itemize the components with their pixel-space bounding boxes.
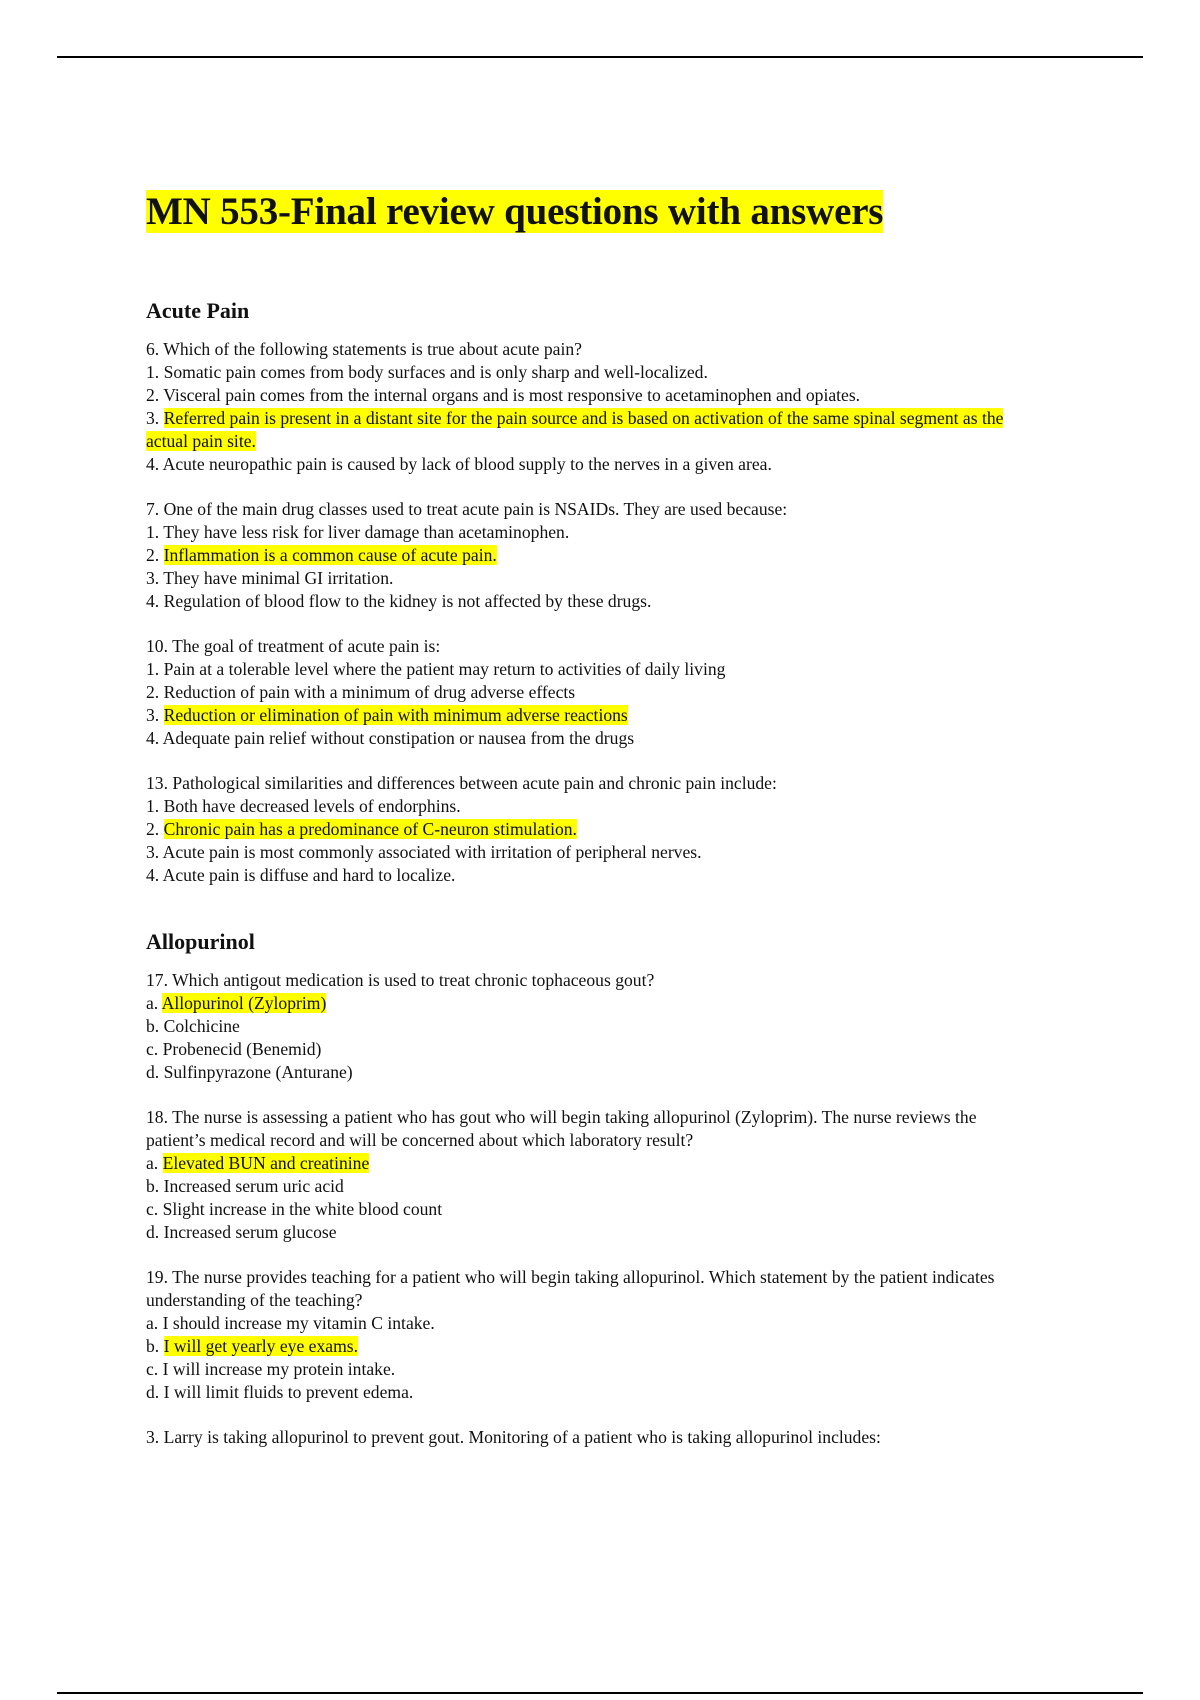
option-text: Visceral pain comes from the internal organs and is most responsive to acetaminophen and opiates. [163,385,861,405]
sections-container [146,296,1026,1449]
option-text-highlighted: Inflammation is a common cause of acute pain. [163,545,497,565]
answer-option [146,681,1026,704]
option-text: Reduction of pain with a minimum of drug adverse effects [163,682,576,702]
option-prefix: a. [146,993,162,1013]
option-prefix: 2. [146,819,164,839]
option-prefix: a. [146,1153,163,1173]
option-prefix: c. [146,1199,163,1219]
question-stem: 3. Larry is taking allopurinol to prevent gout. Monitoring of a patient who is taking allopurinol includes: [146,1427,881,1447]
option-text: Regulation of blood flow to the kidney is not affected by these drugs. [163,591,652,611]
option-prefix: a. [146,1313,163,1333]
answer-option [146,567,1026,590]
answer-option [146,1381,1026,1404]
option-text: Somatic pain comes from body surfaces and is only sharp and well-localized. [163,362,708,382]
question-block [146,969,1026,1084]
document-title [146,186,1026,238]
answer-option [146,1175,1026,1198]
question-stem: 17. Which antigout medication is used to treat chronic tophaceous gout? [146,970,655,990]
option-prefix: 3. [146,842,163,862]
option-prefix: 2. [146,385,164,405]
question-block [146,635,1026,750]
option-prefix: 4. [146,454,163,474]
answer-option [146,818,1026,841]
option-text: I will increase my protein intake. [162,1359,396,1379]
document-body [146,186,1026,1449]
option-prefix: 1. [146,522,164,542]
option-prefix: 3. [146,408,164,428]
answer-option [146,795,1026,818]
answer-option [146,1221,1026,1244]
option-text-highlighted: Chronic pain has a predominance of C-neuron stimulation. [163,819,577,839]
option-text: Pain at a tolerable level where the patient may return to activities of daily living [163,659,726,679]
question-block [146,772,1026,887]
question-block [146,338,1026,476]
option-prefix: 1. [146,659,164,679]
answer-option [146,544,1026,567]
section-heading: Allopurinol [146,929,255,954]
question-stem: 10. The goal of treatment of acute pain is: [146,636,441,656]
option-text: Increased serum uric acid [163,1176,344,1196]
option-prefix: 1. [146,362,164,382]
bottom-rule [57,1692,1143,1694]
option-text: Acute pain is diffuse and hard to localize. [162,865,456,885]
option-prefix: 4. [146,728,163,748]
option-prefix: c. [146,1039,163,1059]
option-text: I should increase my vitamin C intake. [162,1313,435,1333]
title-highlight: MN 553-Final review questions with answers [146,190,884,233]
question-block [146,498,1026,613]
option-prefix: 4. [146,591,164,611]
option-text-highlighted: Allopurinol (Zyloprim) [161,993,327,1013]
question-stem: 13. Pathological similarities and differences between acute pain and chronic pain include: [146,773,777,793]
answer-option [146,1015,1026,1038]
option-text: I will limit fluids to prevent edema. [163,1382,414,1402]
question-stem: 7. One of the main drug classes used to treat acute pain is NSAIDs. They are used because: [146,499,788,519]
section-heading: Acute Pain [146,298,250,323]
question-block [146,1266,1026,1404]
option-prefix: c. [146,1359,163,1379]
answer-option [146,384,1026,407]
option-prefix: d. [146,1222,164,1242]
answer-option [146,992,1026,1015]
answer-option [146,590,1026,613]
option-text-highlighted: Elevated BUN and creatinine [162,1153,370,1173]
answer-option [146,841,1026,864]
option-prefix: 2. [146,682,164,702]
answer-option [146,407,1026,453]
option-text: Slight increase in the white blood count [162,1199,443,1219]
answer-option [146,1038,1026,1061]
answer-option [146,704,1026,727]
answer-option [146,1061,1026,1084]
answer-option [146,864,1026,887]
option-prefix: d. [146,1382,164,1402]
option-text: Acute pain is most commonly associated with irritation of peripheral nerves. [162,842,702,862]
option-prefix: b. [146,1176,164,1196]
answer-option [146,1358,1026,1381]
answer-option [146,1198,1026,1221]
option-prefix: b. [146,1016,164,1036]
option-prefix: 4. [146,865,163,885]
top-rule [57,56,1143,58]
answer-option [146,453,1026,476]
option-text: Both have decreased levels of endorphins. [163,796,461,816]
option-prefix: 2. [146,545,164,565]
answer-option [146,1152,1026,1175]
option-text-highlighted: Reduction or elimination of pain with minimum adverse reactions [163,705,628,725]
option-prefix: 1. [146,796,164,816]
answer-option [146,1312,1026,1335]
option-text: Sulfinpyrazone (Anturane) [163,1062,353,1082]
option-text-highlighted: I will get yearly eye exams. [163,1336,359,1356]
option-text: Colchicine [163,1016,240,1036]
answer-option [146,361,1026,384]
option-text: Probenecid (Benemid) [162,1039,322,1059]
option-prefix: 3. [146,568,164,588]
question-block [146,1426,1026,1449]
option-text: Acute neuropathic pain is caused by lack of blood supply to the nerves in a given area. [162,454,772,474]
option-text: They have less risk for liver damage than acetaminophen. [163,522,570,542]
answer-option [146,727,1026,750]
option-prefix: d. [146,1062,164,1082]
question-stem: 19. The nurse provides teaching for a patient who will begin taking allopurinol. Which statement by the patient indicates understanding of the teaching? [146,1267,995,1310]
question-stem: 18. The nurse is assessing a patient who has gout who will begin taking allopurinol (Zyloprim). The nurse reviews the patient’s medical record and will be concerned about which laboratory result? [146,1107,977,1150]
question-stem: 6. Which of the following statements is true about acute pain? [146,339,582,359]
option-text: Increased serum glucose [163,1222,337,1242]
answer-option [146,658,1026,681]
answer-option [146,1335,1026,1358]
option-prefix: 3. [146,705,164,725]
option-prefix: b. [146,1336,164,1356]
option-text: They have minimal GI irritation. [163,568,394,588]
question-block [146,1106,1026,1244]
option-text: Adequate pain relief without constipation or nausea from the drugs [162,728,635,748]
answer-option [146,521,1026,544]
option-text-highlighted: Referred pain is present in a distant site for the pain source and is based on activation of the same spinal segment as the actual pain site. [146,408,1004,451]
